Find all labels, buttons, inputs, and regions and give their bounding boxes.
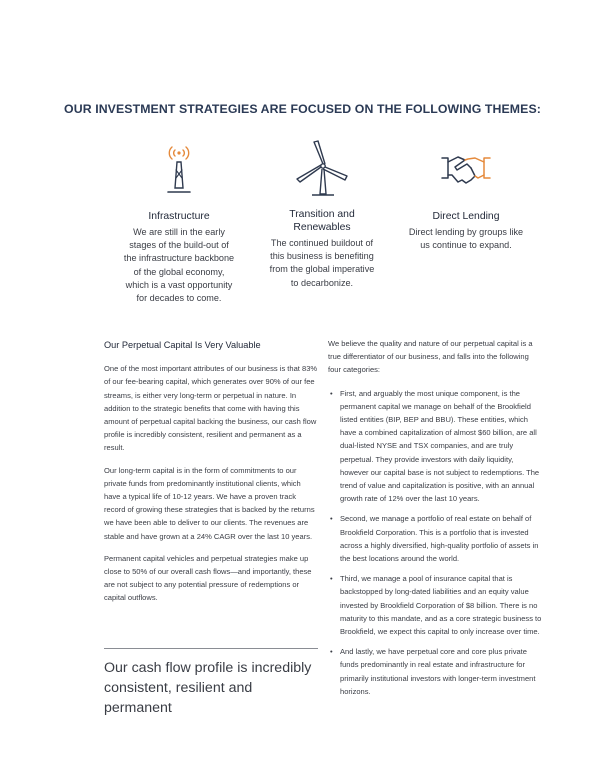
divider bbox=[104, 648, 318, 649]
list-item: • First, and arguably the most unique component, is the permanent capital we manage on behalf of the Brookfield listed entities (BIP, BEP and BBU). These entities, which have a combined capitalization of almost $60 billion, are all dual-listed NYSE and TSX companies, and are truly perpetual. They provide investors with daily liquidity, however our capital base is not subject to redemptions. The trend of value and capitalization is positive, with an annual growth rate of 12% over the last 10 years. bbox=[330, 388, 540, 504]
theme-direct-lending bbox=[395, 140, 537, 252]
wind-turbine-icon bbox=[292, 138, 352, 200]
page-heading: OUR INVESTMENT STRATEGIES ARE FOCUSED ON THE FOLLOWING THEMES: bbox=[64, 102, 541, 116]
right-column bbox=[328, 337, 542, 705]
paragraph: Permanent capital vehicles and perpetual strategies make up close to 50% of our overall cash flows—and importantly, these are not subject to any potential pressure of redemptions or capital outflows. bbox=[104, 553, 312, 603]
theme-description: Direct lending by groups like us continue to expand. bbox=[408, 227, 524, 251]
paragraph: Our long-term capital is in the form of commitments to our private funds from predominantly institutional clients, which have a typical life of 10-12 years. We have a proven track record of growing these strategies that is backed by the returns we have been able to deliver to our clients. The revenues are stable and have grown at a 24% CAGR over the last 10 years. bbox=[104, 465, 315, 541]
list-item: • Second, we manage a portfolio of real estate on behalf of Brookfield Corporation. This is a portfolio that is invested across a highly diversified, high-quality portfolio of assets in the best locations around the world. bbox=[330, 514, 539, 564]
theme-title: Direct Lending bbox=[432, 211, 500, 222]
theme-title: Infrastructure bbox=[148, 211, 210, 222]
radio-tower-icon bbox=[161, 140, 197, 198]
category-list bbox=[328, 387, 542, 698]
pull-quote: Our cash flow profile is incredibly consistent, resilient and permanent bbox=[104, 660, 312, 716]
handshake-icon bbox=[438, 140, 494, 198]
list-item: • Third, we manage a pool of insurance capital that is backstopped by long-dated liabilities and an equity value invested by Brookfield Corporation of $8 billion. There is no maturity to this mandate, and as a core strategic business to Brookfield, we expect this capital to only increase over time. bbox=[330, 574, 542, 637]
theme-description: We are still in the early stages of the build-out of the infrastructure backbone of the global economy, which is a vast opportunity for decades to come. bbox=[123, 227, 235, 304]
left-column bbox=[104, 337, 318, 614]
theme-infrastructure bbox=[108, 140, 250, 305]
section-subheading: Our Perpetual Capital Is Very Valuable bbox=[104, 340, 261, 350]
list-item: • And lastly, we have perpetual core and core plus private funds predominantly in real estate and infrastructure for primarily institutional investors with longer-term investment horizons. bbox=[330, 647, 536, 696]
theme-title: Transition and Renewables bbox=[289, 209, 355, 233]
theme-transition-renewables bbox=[253, 140, 391, 290]
intro-paragraph: We believe the quality and nature of our perpetual capital is a true differentiator of our business, and falls into the following four categories: bbox=[328, 339, 533, 375]
theme-description: The continued buildout of this business is benefiting from the global imperative to decarbonize. bbox=[269, 238, 375, 288]
paragraph: One of the most important attributes of our business is that 83% of our fee-bearing capital, which generates over 90% of our fee streams, is either very long-term or perpetual in nature. In addition to the strategic benefits that come with having this amount of perpetual capital backing the business, our cash flow profile is incredibly consistent, resilient and permanent as a result. bbox=[104, 364, 318, 453]
